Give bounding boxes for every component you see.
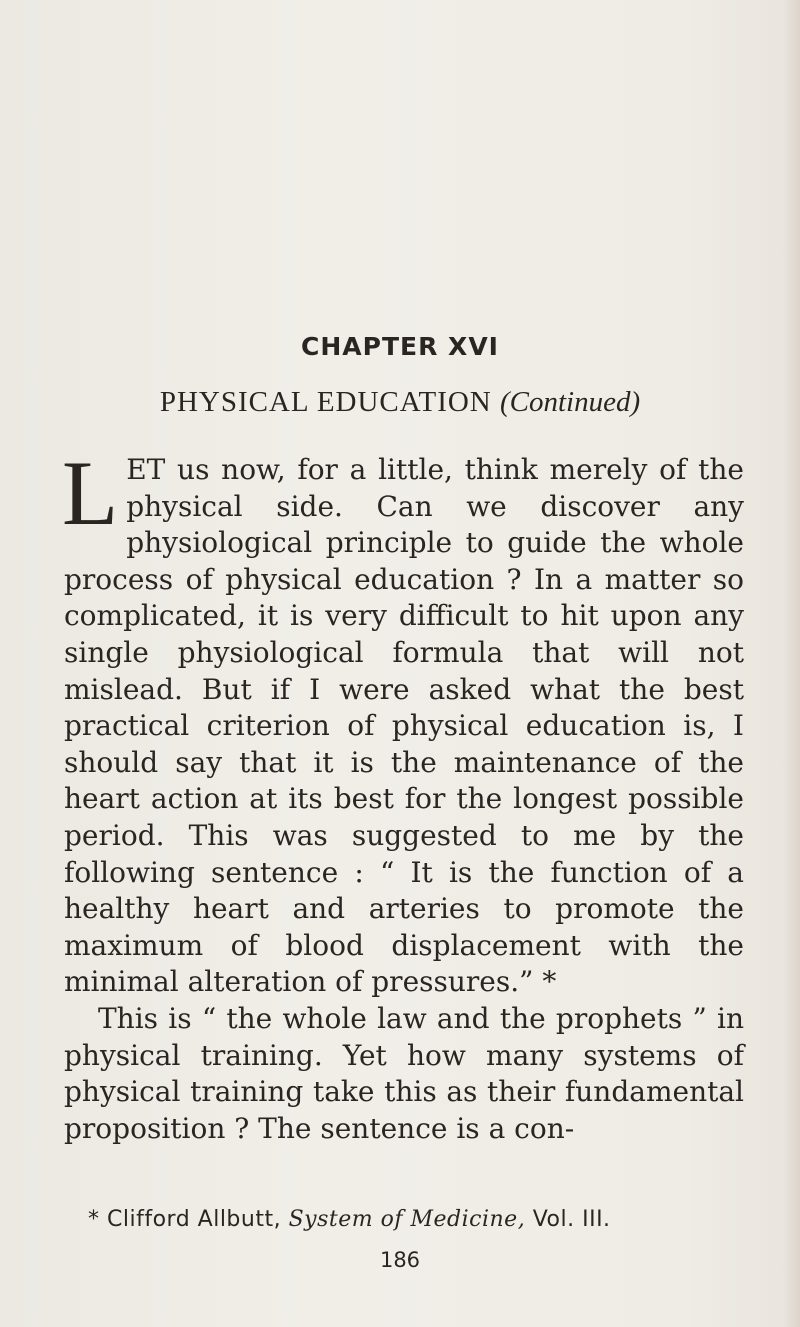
- chapter-title-suffix: (Continued): [500, 386, 641, 418]
- page-edge-shadow: [782, 0, 800, 1327]
- footnote-work: System of Medicine,: [288, 1207, 526, 1232]
- body-text: [62, 442, 744, 1147]
- chapter-title: [0, 386, 800, 419]
- footnote-marker: *: [88, 1207, 100, 1232]
- chapter-heading: CHAPTER XVI: [301, 332, 499, 361]
- paragraph-1: [62, 442, 744, 1001]
- footnote-author: Clifford Allbutt,: [107, 1207, 282, 1232]
- footnote-volume: Vol. III.: [532, 1207, 611, 1232]
- footnote: [88, 1207, 748, 1232]
- page-number: 186: [379, 1248, 421, 1272]
- chapter-title-main: PHYSICAL EDUCATION: [159, 386, 492, 418]
- paragraph-2: This is “ the whole law and the prophets ” in physical training. Yet how many systems of physical training take this as their fundamental proposition ? The sentence is a con-: [64, 1001, 744, 1145]
- paragraph-1-text: ET us now, for a little, think merely of the physical side. Can we discover any physiological principle to guide the whole process of physical education ? In a matter so complicated, it is very difficult to hit upon any single physiological formula that will not mislead. But if I were asked what the best practical criterion of physical education is, I should say that it is the maintenance of the heart action at its best for the longest possible period. This was suggested to me by the following sentence : “ It is the function of a healthy heart and arteries to promote the maximum of blood displacement with the minimal alteration of pressures.” *: [64, 453, 744, 999]
- drop-cap: L: [62, 442, 119, 544]
